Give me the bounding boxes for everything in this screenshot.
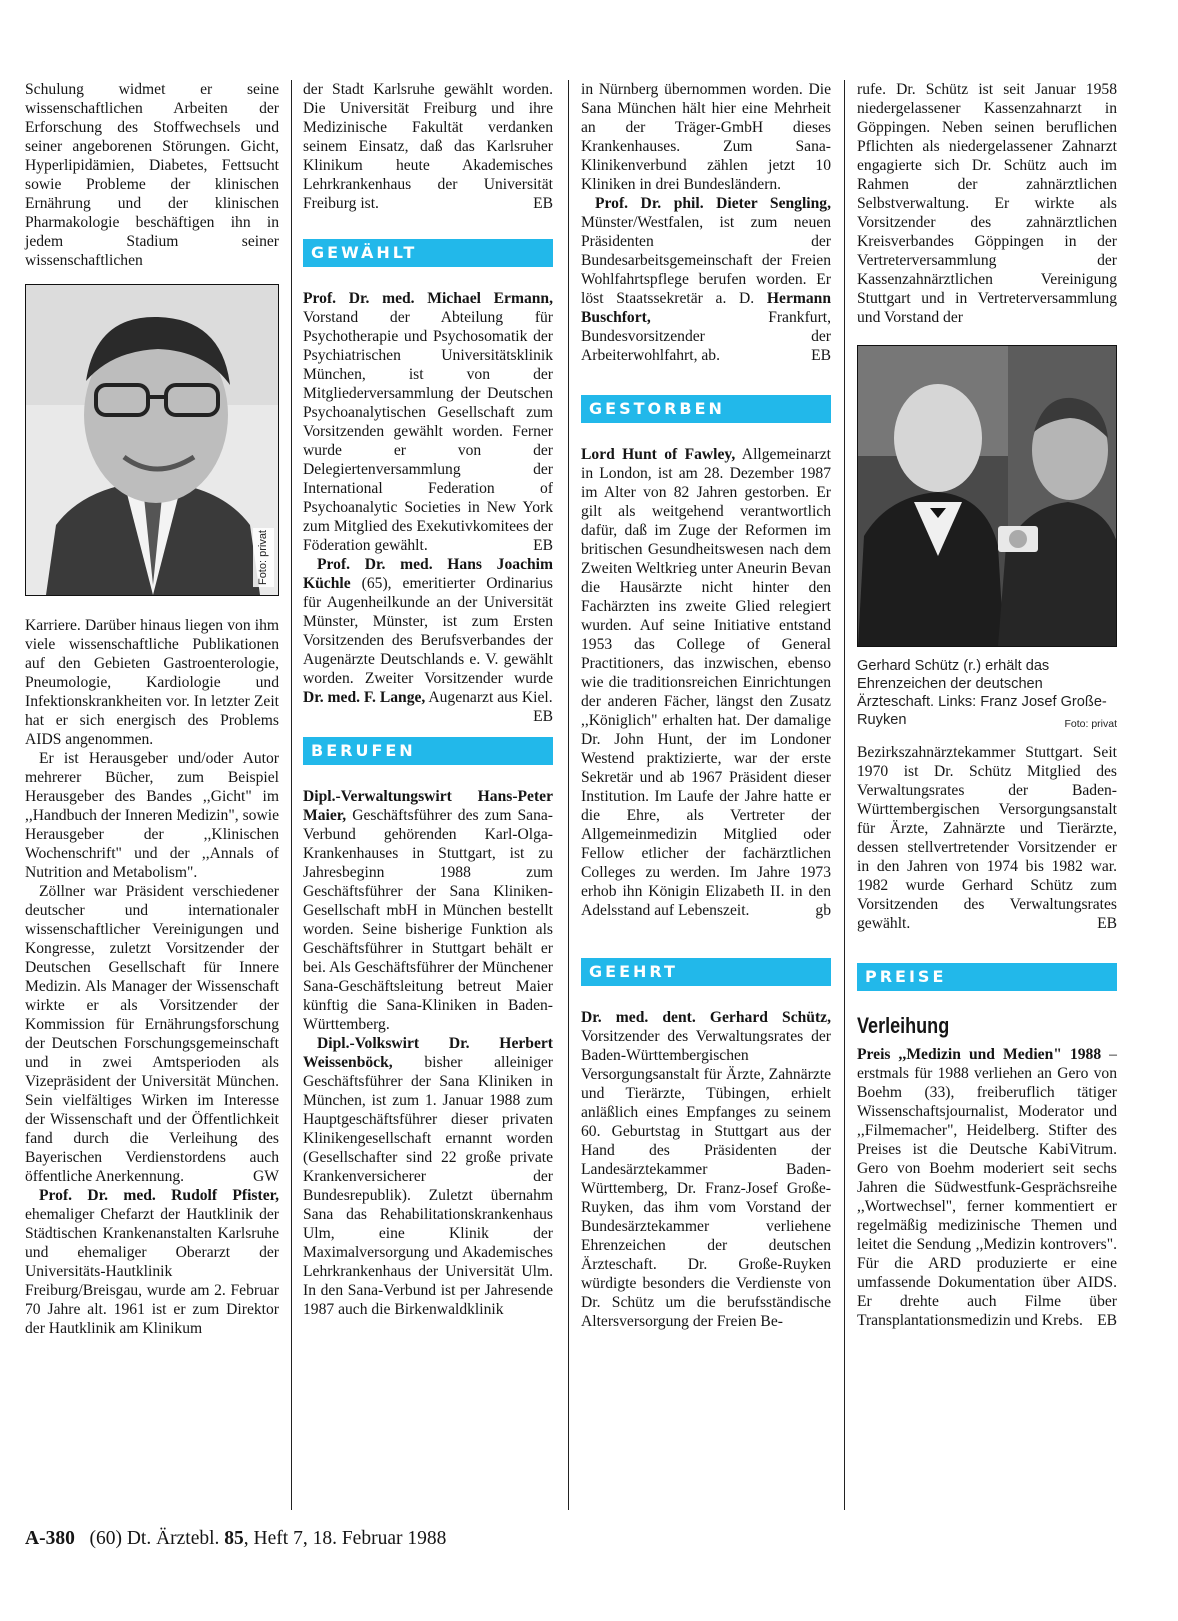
author-initials: gb [815, 902, 831, 919]
article-text-body: Münster/Westfalen, ist zum neuen Präsidenten der Bundesarbeitsgemeinschaft der Freien Wohlfahrtspflege berufen worden. Er löst Staatssekretär a. D. [581, 214, 831, 307]
article-text-body: ehemaliger Chefarzt der Hautklinik der Städtischen Krankenanstalten Karlsruhe und ehemaliger Oberarzt der Universitäts-Hautklinik Freiburg/Breisgau, wurde am 2. Februar 70 Jahre alt. 1961 ist er zum Direktor der Hautklinik am Klinikum [25, 1206, 279, 1337]
article-text-body: Augenarzt aus Kiel. [425, 689, 553, 706]
section-label: BERUFEN [311, 741, 416, 760]
article-text-body: Geschäftsführer des zum Sana-Verbund gehörenden Karl-Olga-Krankenhauses in Stuttgart, ist zu Jahresbeginn 1988 zum Geschäftsführer der Sana Kliniken-Gesellschaft mbH in München bestellt worden. Seine bisherige Funktion als Geschäftsführer in Stuttgart behält er bei. Als Geschäftsführer der Münchener Sana-Geschäftsleitung betreut Maier künftig die Sana-Kliniken in Baden-Württemberg. [303, 807, 553, 1033]
author-initials: EB [533, 195, 553, 212]
column-1 [25, 80, 279, 1338]
author-initials: EB [1097, 915, 1117, 932]
column-3 [581, 80, 831, 1331]
page-footer [25, 1528, 446, 1550]
article-text-body: Vorsitzender des Verwaltungsrates der Baden-Württembergischen Versorgungsanstalt für Ärzte, Zahnärzte und Tierärzte, Tübingen, erhielt anläßlich eines Empfanges zu seinem 60. Geburtstag in Stuttgart aus der Hand des Präsidenten der Landesärztekammer Baden-Württemberg, Dr. Franz-Josef Große-Ruyken, das ihm vom Vorstand der Bundesärztekammer verliehene Ehrenzeichen der deutschen Ärzteschaft. Dr. Große-Ruyken würdigte besonders die Verdienste von Dr. Schütz um die berufsständische Altersversorgung der Freien Be- [581, 1028, 831, 1330]
article-text-body: Zöllner war Präsident verschiedener deutscher und internationaler wissenschaftlicher Vereinigungen und Kongresse, zuletzt Vorsitzender der Deutschen Gesellschaft für Innere Medizin. Als Manager der Wissenschaft wirkte er als Vorsitzender der Kommission für Ernährungsforschung der Deutschen Forschungsgemeinschaft und in zwei Amtsperioden als Vizepräsident der Universität München. Sein vielfältiges Wirken im Interesse der Wissenschaft und der Öffentlichkeit fand durch die Verleihung des Bayerischen Verdienstordens auch öffentliche Anerkennung. [25, 883, 279, 1185]
section-header-gestorben [581, 395, 831, 423]
volume-number: 85 [224, 1528, 244, 1549]
column-divider [844, 80, 845, 1510]
person-name: Prof. Dr. med. Hans Joachim Küchle [303, 556, 553, 592]
journal-citation: (60) Dt. Ärztebl. [89, 1528, 225, 1549]
portrait-photo [25, 284, 279, 596]
author-initials: EB [811, 347, 831, 364]
issue-date: , Heft 7, 18. Februar 1988 [243, 1528, 447, 1549]
author-initials: EB [533, 708, 553, 725]
person-name: Dr. med. F. Lange, [303, 689, 426, 706]
article-headline: Verleihung [857, 1013, 950, 1038]
article-text [303, 289, 553, 555]
person-name: Prof. Dr. med. Michael Ermann, [303, 290, 553, 307]
article-text [303, 80, 553, 213]
article-text-body: bisher alleiniger Geschäftsführer der Sana Kliniken in München, ist zum 1. Januar 1988 zum Hauptgeschäftsführer dieser privaten Klinikengesellschaft ernannt worden (Gesellschafter sind 22 große private Krankenversicherer der Bundesrepublik). Zuletzt übernahm Sana das Rehabilitationskrankenhaus Ulm, eine Klinik der Maximalversorgung und Akademisches Lehrkrankenhaus der Universität Ulm. In den Sana-Verbund ist per Jahresende 1987 auch die Birkenwaldklinik [303, 1054, 553, 1318]
photo-caption [857, 657, 1117, 729]
article-text [857, 743, 1117, 933]
article-text-body: Bezirkszahnärztekammer Stuttgart. Seit 1970 ist Dr. Schütz Mitglied des Verwaltungsrates der Baden-Württembergischen Versorgungsanstalt für Ärzte, Zahnärzte und Tierärzte, dessen stellvertretender Vorsitzender er in den Jahren von 1974 bis 1982 war. 1982 wurde Gerhard Schütz zum Vorsitzenden des Verwaltungsrates gewählt. [857, 744, 1117, 932]
article-text [581, 445, 831, 920]
article-text [303, 1034, 553, 1319]
section-header-preise [857, 963, 1117, 991]
award-photo [857, 345, 1117, 647]
article-text: in Nürnberg übernommen worden. Die Sana München hält hier eine Mehrheit an der Träger-GmbH dieses Krankenhauses. Zum Sana-Klinikenverbund zählen jetzt 10 Kliniken in drei Bundesländern. [581, 81, 831, 193]
article-text [25, 882, 279, 1186]
column-2 [303, 80, 553, 1319]
article-text: rufe. Dr. Schütz ist seit Januar 1958 niedergelassener Kassenzahnarzt in Göppingen. Neben seinen beruflichen Pflichten als niedergelassener Zahnarzt engagierte sich Dr. Schütz auch im Rahmen der zahnärztlichen Selbstverwaltung. Er wirkte als Vorsitzender des zahnärztlichen Kreisverbandes Göppingen in der Vertreterversammlung der Kassenzahnärztlichen Vereinigung Stuttgart und in Vertreterversammlung und Vorstand der [857, 81, 1117, 326]
article-text [25, 1186, 279, 1338]
photo-credit: Foto: privat [253, 528, 274, 587]
article-text-body: Frankfurt, Bundesvorsitzender der Arbeiterwohlfahrt, ab. [581, 309, 831, 364]
column-divider [568, 80, 569, 1510]
award-image [858, 346, 1117, 646]
person-name: Dipl.-Verwaltungswirt Hans-Peter Maier, [303, 788, 553, 824]
portrait-image [26, 285, 279, 595]
photo-credit: Foto: privat [1064, 718, 1117, 730]
caption-text: Gerhard Schütz (r.) erhält das Ehrenzeichen der deutschen Ärzteschaft. Links: Franz Josef Große-Ruyken [857, 658, 1107, 728]
author-initials: GW [253, 1168, 279, 1185]
article-text: Karriere. Darüber hinaus liegen von ihm viele wissenschaftliche Publikationen auf den Gebieten Gastroenterologie, Pneumologie, Kardiologie und Infektionskrankheiten vor. In letzter Zeit hat er sich energisch des Problems AIDS angenommen. [25, 617, 279, 748]
column-4 [857, 80, 1117, 1330]
section-header-gewaehlt [303, 239, 553, 267]
person-name: Lord Hunt of Fawley, [581, 446, 736, 463]
article-text [581, 194, 831, 365]
section-label: PREISE [865, 967, 947, 986]
article-text-body: der Stadt Karlsruhe gewählt worden. Die Universität Freiburg und ihre Medizinische Fakultät verdanken seinem Einsatz, daß das Karlsruher Klinikum heute Akademisches Lehrkrankenhaus der Universität Freiburg ist. [303, 81, 553, 212]
article-text-body: – erstmals für 1988 verliehen an Gero von Boehm (33), freiberuflich tätiger Wissenschaftsjournalist, Moderator und ,,Filmemacher", Heidelberg. Stifter des Preises ist die Deutsche KabiVitrum. Gero von Boehm moderiert seit sechs Jahren die Südwestfunk-Gesprächsreihe ,,Wortwechsel", ferner kommentiert er regelmäßig medizinische Themen und leitet die Sendung ,,Medizin kontrovers". Für die ARD produzierte er eine umfassende Dokumentation über AIDS. Er drehte auch Filme über Transplantationsmedizin und Krebs. [857, 1046, 1117, 1329]
person-name: Dr. med. dent. Gerhard Schütz, [581, 1009, 831, 1026]
award-name: Preis ,,Medizin und Medien" 1988 [857, 1046, 1102, 1063]
section-label: GEWÄHLT [311, 243, 418, 262]
person-name: Hermann Buschfort, [581, 290, 831, 326]
page-number: A-380 [25, 1528, 75, 1549]
article-text [581, 1008, 831, 1331]
section-header-geehrt [581, 958, 831, 986]
article-text-body: Vorstand der Abteilung für Psychotherapie und Psychosomatik der Psychiatrischen Universitätsklinik München, ist von der Mitgliederversammlung der Deutschen Psychoanalytischen Gesellschaft zum Vorsitzenden gewählt worden. Ferner wurde er von der Delegiertenversammlung der International Federation of Psychoanalytic Societies in New York zum Mitglied des Exekutivkomitees der Föderation gewählt. [303, 309, 553, 554]
column-divider [291, 80, 292, 1510]
article-text: Schulung widmet er seine wissenschaftlichen Arbeiten der Erforschung des Stoffwechsels und seiner angeborenen Störungen. Gicht, Hyperlipidämien, Diabetes, Fettsucht sowie Probleme der klinischen Ernährung und der klinischen Pharmakologie beschäftigen ihn in jedem Stadium seiner wissenschaftlichen [25, 81, 279, 269]
article-text: Er ist Herausgeber und/oder Autor mehrerer Bücher, zum Beispiel Herausgeber des Bandes ,,Gicht" im ,,Handbuch der Inneren Medizin", sowie Herausgeber der ,,Klinischen Wochenschrift" und der ,,Annals of Nutrition and Metabolism". [25, 750, 279, 881]
section-header-berufen [303, 737, 553, 765]
person-name: Prof. Dr. phil. Dieter Sengling, [595, 195, 831, 212]
article-text [303, 787, 553, 1034]
person-name: Prof. Dr. med. Rudolf Pfister, [39, 1187, 279, 1204]
article-text [857, 1045, 1117, 1330]
author-initials: EB [533, 537, 553, 554]
article-text [303, 555, 553, 725]
person-name: Dipl.-Volkswirt Dr. Herbert Weissenböck, [303, 1035, 553, 1071]
author-initials: EB [1097, 1312, 1117, 1329]
section-label: GESTORBEN [589, 399, 725, 418]
article-text-body: Allgemeinarzt in London, ist am 28. Dezember 1987 im Alter von 82 Jahren gestorben. Er gilt als weitgehend verantwortlich dafür, daß im Zuge der Reformen im britischen Gesundheitswesen nach dem Zweiten Weltkrieg unter Aneurin Bevan die Hausärzte nicht hinter den Fachärzten ins zweite Glied relegiert wurden. Auf seine Initiative entstand 1953 das College of General Practitioners, das inzwischen, ebenso wie die traditionsreichen Einrichtungen der anderen Fächer, längst den Zusatz ,,Königlich" erhalten hat. Der damalige Dr. John Hunt, der im Londoner Westend praktizierte, war der erste Sekretär und ab 1967 Präsident dieser Institution. Im Laufe der Jahre hatte er die Ehre, als Vertreter der Allgemeinmedizin Mitglied oder Fellow etlicher der fachärztlichen Colleges zu werden. Im Jahre 1973 erhob ihn Königin Elizabeth II. in den Adelsstand auf Lebenszeit. [581, 446, 831, 919]
section-label: GEEHRT [589, 962, 678, 981]
article-text-body: (65), emeritierter Ordinarius für Augenheilkunde an der Universität Münster, Münster, ist zum Ersten Vorsitzenden des Berufsverbandes der Augenärzte Deutschlands e. V. gewählt worden. Zweiter Vorsitzender wurde [303, 575, 553, 687]
